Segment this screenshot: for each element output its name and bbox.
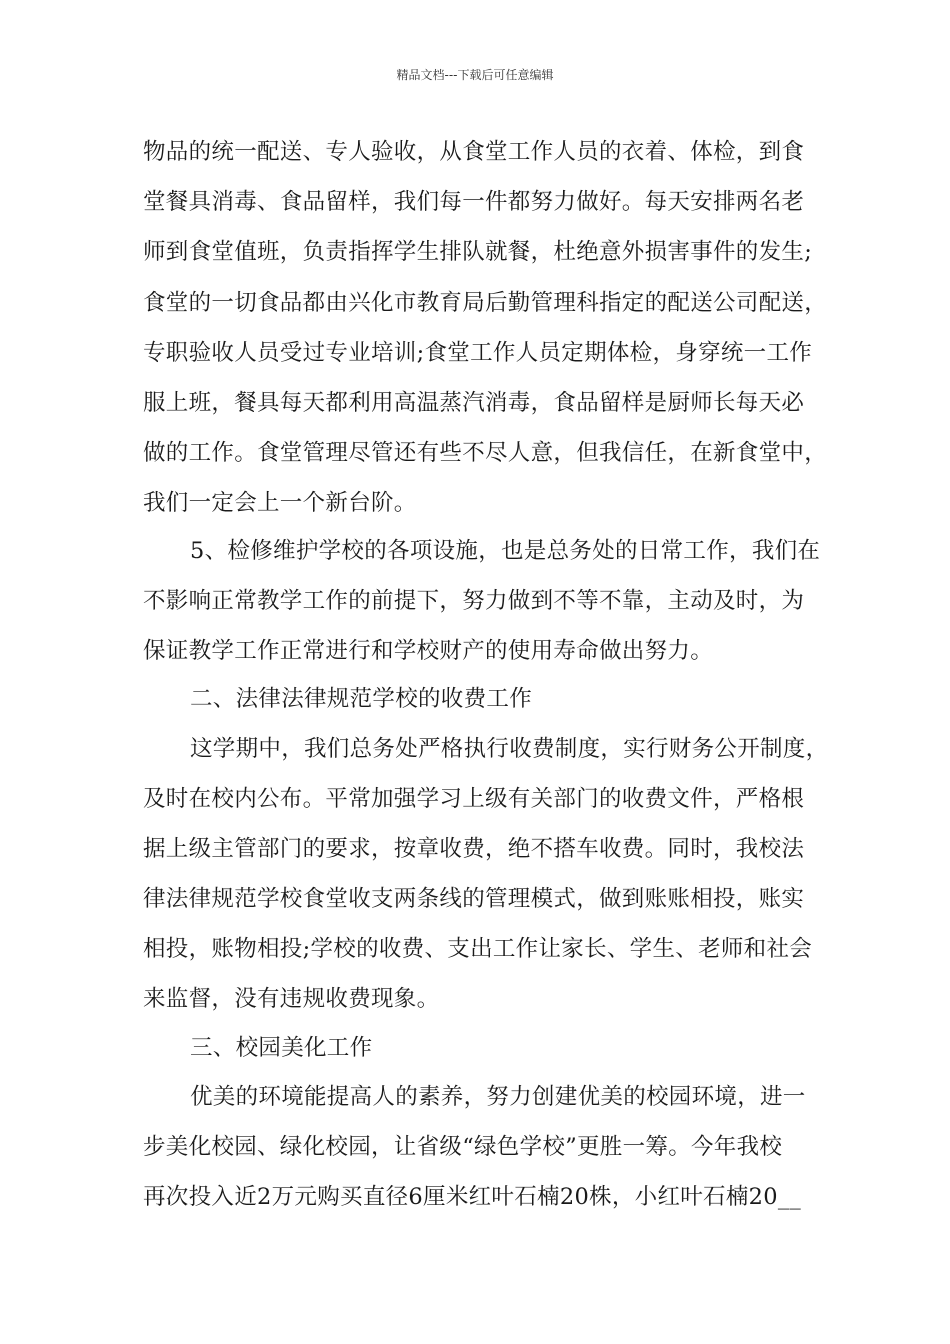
text-line: 据上级主管部门的要求，按章收费，绝不搭车收费。同时，我校法 bbox=[143, 836, 805, 862]
text-line: 步美化校园、绿化校园，让省级“绿色学校”更胜一筹。今年我校 bbox=[143, 1134, 783, 1160]
text-line: 保证教学工作正常进行和学校财产的使用寿命做出努力。 bbox=[143, 638, 714, 664]
text-line: 律法律规范学校食堂收支两条线的管理模式，做到账账相投，账实 bbox=[143, 886, 805, 912]
text-line: 相投，账物相投;学校的收费、支出工作让家长、学生、老师和社会 bbox=[143, 936, 813, 962]
section-heading: 三、校园美化工作 bbox=[190, 1035, 373, 1061]
paragraph-first-line: 优美的环境能提高人的素养，努力创建优美的校园环境，进一 bbox=[190, 1084, 806, 1110]
text-line: 堂餐具消毒、食品留样，我们每一件都努力做好。每天安排两名老 bbox=[143, 189, 805, 215]
text-line: 食堂的一切食品都由兴化市教育局后勤管理科指定的配送公司配送， bbox=[143, 290, 828, 316]
paragraph-first-line: 这学期中，我们总务处严格执行收费制度，实行财务公开制度， bbox=[190, 736, 829, 762]
text-line: 再次投入近2万元购买直径6厘米红叶石楠20株，小红叶石楠20__ bbox=[143, 1184, 801, 1210]
text-line: 及时在校内公布。平常加强学习上级有关部门的收费文件，严格根 bbox=[143, 786, 805, 812]
page-header: 精品文档---下载后可任意编辑 bbox=[396, 68, 554, 82]
text-line: 来监督，没有违规收费现象。 bbox=[143, 986, 440, 1012]
text-line: 不影响正常教学工作的前提下，努力做到不等不靠，主动及时，为 bbox=[143, 588, 805, 614]
text-line: 师到食堂值班，负责指挥学生排队就餐，杜绝意外损害事件的发生; bbox=[143, 239, 813, 265]
text-line: 我们一定会上一个新台阶。 bbox=[143, 490, 417, 516]
text-line: 专职验收人员受过专业培训;食堂工作人员定期体检，身穿统一工作 bbox=[143, 340, 813, 366]
section-heading: 二、法律法律规范学校的收费工作 bbox=[190, 686, 533, 712]
paragraph-first-line: 5、检修维护学校的各项设施，也是总务处的日常工作，我们在 bbox=[190, 538, 821, 564]
text-line: 物品的统一配送、专人验收，从食堂工作人员的衣着、体检，到食 bbox=[143, 139, 805, 165]
text-line: 做的工作。食堂管理尽管还有些不尽人意，但我信任，在新食堂中， bbox=[143, 440, 828, 466]
text-line: 服上班，餐具每天都利用高温蒸汽消毒，食品留样是厨师长每天必 bbox=[143, 390, 805, 416]
